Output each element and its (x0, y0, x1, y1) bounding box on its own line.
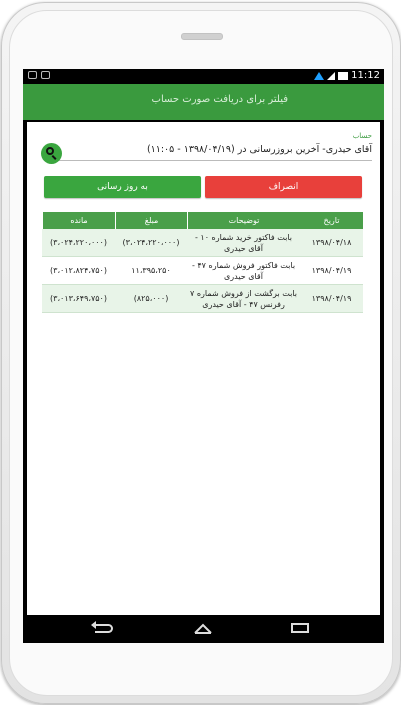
table-row[interactable] (42, 229, 363, 257)
filter-panel (27, 122, 380, 625)
account-underline (57, 160, 372, 161)
search-button[interactable] (41, 143, 62, 164)
image-icon (28, 71, 37, 79)
table-row[interactable] (42, 257, 363, 285)
recent-apps-icon[interactable] (291, 623, 309, 633)
nav-bar (23, 615, 384, 643)
cell-remaining: (۳،۰۱۳،۶۴۹،۷۵۰) (50, 294, 107, 303)
back-icon[interactable] (95, 624, 113, 633)
wifi-icon (314, 72, 324, 80)
table-row[interactable] (42, 285, 363, 313)
device-frame (1, 2, 401, 704)
search-icon (46, 147, 54, 155)
account-label: حساب (352, 132, 372, 140)
table-header (42, 212, 363, 229)
cell-amount: (۸۲۵،۰۰۰) (133, 294, 169, 303)
cell-date: ۱۳۹۸/۰۴/۱۹ (311, 294, 352, 303)
status-time: 11:12 (351, 70, 380, 81)
cell-description: بابت فاکتور خرید شماره ۱۰ - آقای حیدری (194, 232, 293, 253)
app-bar-title: فیلتر برای دریافت صورت حساب (151, 94, 288, 105)
app-bar (23, 84, 384, 309)
speaker-grille (181, 33, 223, 40)
home-icon[interactable] (193, 623, 213, 634)
cell-remaining: (۳،۰۲۴،۲۲۰،۰۰۰) (50, 238, 107, 247)
cell-date: ۱۳۹۸/۰۴/۱۸ (311, 238, 352, 247)
cell-remaining: (۳،۰۱۲،۸۲۴،۷۵۰) (50, 266, 107, 275)
header-remaining: مانده (42, 212, 115, 229)
screen (23, 69, 384, 643)
cell-amount: (۳،۰۲۴،۲۲۰،۰۰۰) (122, 238, 180, 247)
signal-icon (327, 72, 335, 80)
refresh-button[interactable]: به روز رسانی (44, 176, 201, 198)
cell-date: ۱۳۹۸/۰۴/۱۹ (311, 266, 352, 275)
header-date: تاریخ (323, 216, 340, 225)
battery-icon (338, 72, 348, 80)
cell-description: بابت فاکتور فروش شماره ۴۷ - آقای حیدری (191, 260, 296, 281)
cell-amount: ۱۱،۳۹۵،۲۵۰ (131, 266, 171, 275)
header-amount: مبلغ (115, 212, 187, 229)
cell-description: بابت برگشت از فروش شماره ۷ رفرنس ۴۷ - آقای حیدری (190, 288, 297, 309)
statement-table (42, 212, 363, 313)
cancel-button[interactable]: انصراف (205, 176, 362, 198)
account-field[interactable]: آقای حیدری- آخرین بروزرسانی در (۱۳۹۸/۰۴/۱۹ - ۱۱:۰۵) (146, 144, 372, 155)
status-bar (23, 69, 384, 84)
header-description: توضیحات (187, 212, 300, 229)
app-icon (41, 71, 50, 79)
